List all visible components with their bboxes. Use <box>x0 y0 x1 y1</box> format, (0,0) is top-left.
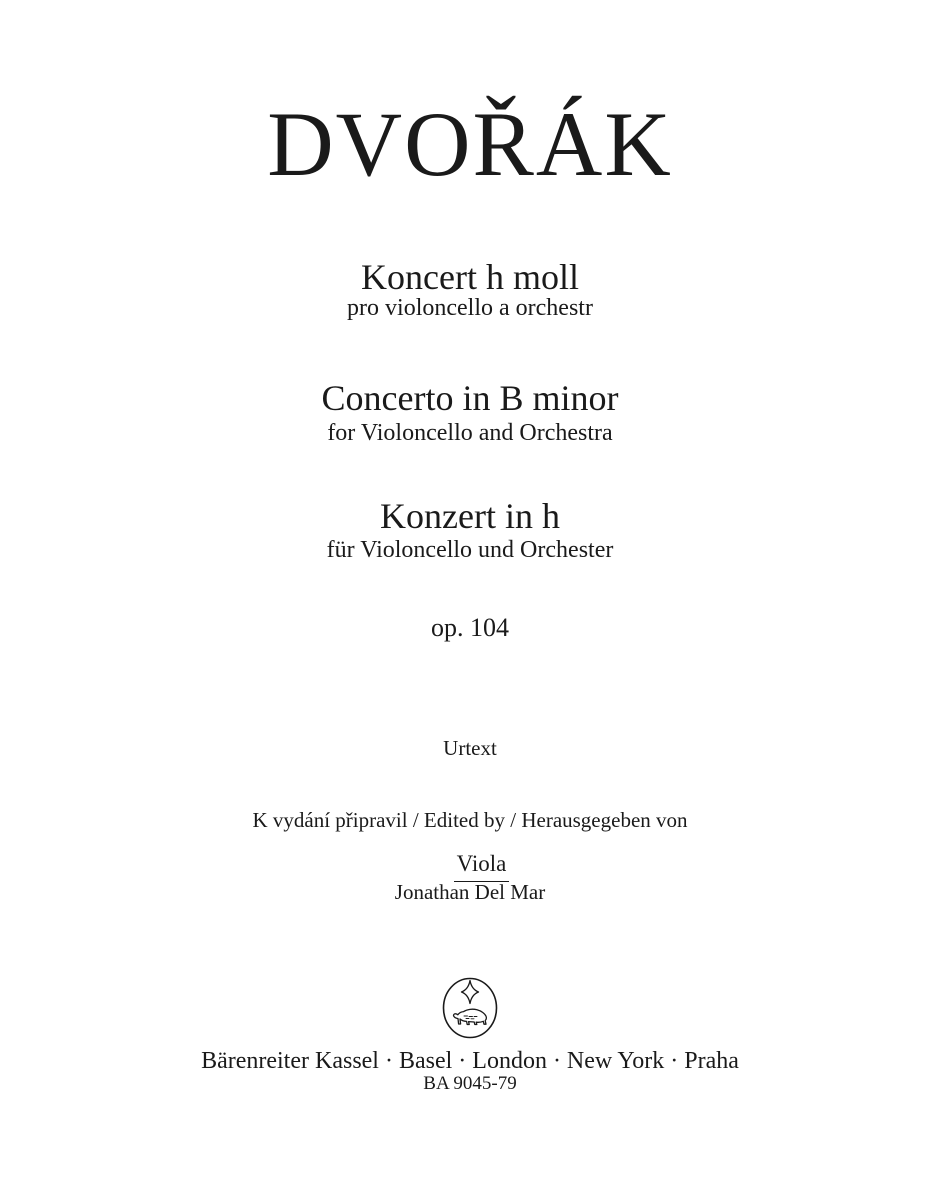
part-name <box>0 825 940 908</box>
barenreiter-bear-star-logo-icon <box>440 975 500 1041</box>
subtitle-english: for Violoncello and Orchestra <box>327 420 613 446</box>
editor-name: Jonathan Del Mar <box>394 880 546 904</box>
title-german: Konzert in h <box>380 496 560 536</box>
urtext-label: Urtext <box>443 736 497 760</box>
star-icon <box>462 981 479 1004</box>
publisher-cities: Bärenreiter Kassel · Basel · London · New York · Praha <box>201 1048 739 1074</box>
composer-name: DVOŘÁK <box>267 93 673 195</box>
edition-note <box>0 688 940 952</box>
title-english: Concerto in B minor <box>321 378 619 418</box>
opus-number: op. 104 <box>431 613 509 642</box>
subtitle-german: für Violoncello und Orchester <box>326 537 614 563</box>
catalog-number: BA 9045-79 <box>423 1073 517 1094</box>
subtitle-czech: pro violoncello a orchestr <box>347 295 593 321</box>
title-czech: Koncert h moll <box>361 257 579 297</box>
edited-by-line: K vydání připravil / Edited by / Herausgegeben von <box>252 808 688 832</box>
part-label: Viola <box>454 851 510 882</box>
bear-hatching <box>464 1016 477 1019</box>
